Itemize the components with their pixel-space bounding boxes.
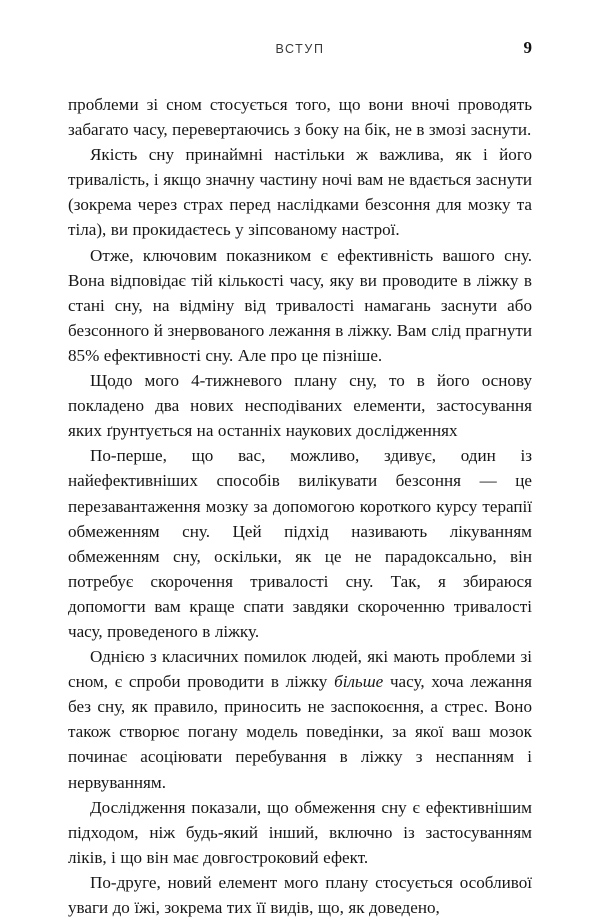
- paragraph: [68, 92, 532, 142]
- body-text-block: [68, 92, 532, 920]
- emphasized-text: більше: [334, 672, 384, 692]
- text-run: часу, хоча лежання без сну, як правило, приносить не заспокоєння, а стрес. Воно також створює погану модель поведінки, за якої ваш мозок починає асоціювати перебування в ліжку з неспанням і нервуванням.: [68, 672, 532, 792]
- text-run: Щодо мого 4-тижневого плану сну, то в його основу покладено два нових несподіваних елементи, застосування яких ґрунтується на останніх наукових дослідженнях: [68, 371, 532, 441]
- paragraph: [68, 795, 532, 870]
- paragraph: [68, 243, 532, 368]
- paragraph: [68, 443, 532, 644]
- text-run: Дослідження показали, що обмеження сну є ефективнішим підходом, ніж будь-який інший, включно із застосуванням ліків, і що він має довгостроковий ефект.: [68, 797, 532, 867]
- running-head-chapter-title: ВСТУП: [275, 42, 325, 56]
- text-run: Однією з класичних помилок людей, які мають проблеми зі сном, є спроби проводити в ліжку: [68, 647, 532, 692]
- text-run: Якість сну принаймні настільки ж важлива, як і його тривалість, і якщо значну частину ночі вам не вдається заснути (зокрема через страх перед наслідками безсоння для мозку та тіла), ви прокидаєтесь у зіпсованому настрої.: [68, 145, 532, 240]
- paragraph: [68, 368, 532, 443]
- running-head: [68, 40, 532, 60]
- paragraph: [68, 142, 532, 242]
- paragraph: [68, 870, 532, 920]
- text-run: По-друге, новий елемент мого плану стосується особливої уваги до їжі, зокрема тих її видів, що, як доведено,: [68, 872, 532, 917]
- page-number: 9: [523, 38, 532, 57]
- text-run: Отже, ключовим показником є ефективність вашого сну. Вона відповідає тій кількості часу, яку ви проводите в ліжку в стані сну, на відміну від тривалості намагань заснути або безсонного й знервованого лежання в ліжку. Вам слід прагнути 85% ефективності сну. Але про це пізніше.: [68, 245, 532, 365]
- text-run: проблеми зі сном стосується того, що вони вночі проводять забагато часу, перевертаючись з боку на бік, не в змозі заснути.: [68, 95, 532, 140]
- text-run: По-перше, що вас, можливо, здивує, один із найефективніших способів вилікувати безсоння — це перезавантаження мозку за допомогою короткого курсу терапії обмеженням сну. Цей підхід називають лікуванням обмеженням сну, оскільки, як це не парадоксально, він потребує скорочення тривалості сну. Так, я збираюся допомогти вам краще спати завдяки скороченню тривалості часу, проведеного в ліжку.: [68, 446, 532, 641]
- paragraph: [68, 644, 532, 795]
